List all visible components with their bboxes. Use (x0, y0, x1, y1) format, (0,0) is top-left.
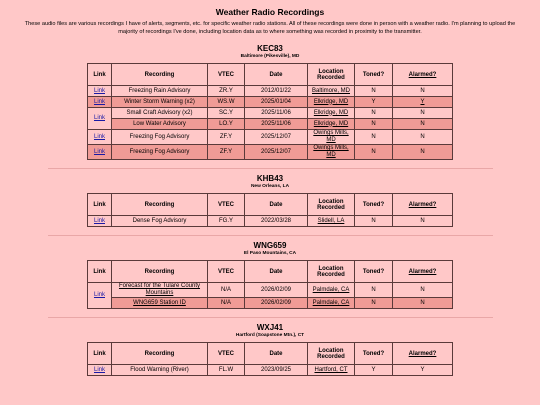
row-location: Elkridge, MD (308, 108, 355, 119)
header-alarmed: Alarmed? (393, 64, 453, 86)
row-link[interactable] (88, 130, 112, 145)
recordings-table-khb43 (87, 193, 453, 227)
row-toned: N (355, 283, 393, 298)
recording-link[interactable]: Link (93, 133, 105, 140)
table-row (88, 130, 453, 145)
row-date: 2025/11/06 (245, 108, 308, 119)
row-vtec: FG.Y (208, 216, 245, 227)
row-link[interactable] (88, 283, 112, 309)
header-recording: Recording (112, 343, 208, 365)
row-recording: Flood Warning (River) (112, 365, 208, 376)
row-location: Elkridge, MD (308, 97, 355, 108)
recording-link[interactable]: Link (93, 148, 105, 155)
recording-link[interactable]: Link (93, 98, 105, 105)
row-recording: WNG659 Station ID (112, 298, 208, 309)
row-toned: N (355, 108, 393, 119)
station-location: New Orleans, LA (250, 184, 290, 189)
row-alarmed: N (393, 145, 453, 160)
intro-text: These audio files are various recordings I have of alerts, segments, etc. for specific weather radio stations. All of these recordings were done in person with a weather radio. I'm planning to upload the majority of recordings I've done, including location data as to where something was recorded in proximity to the transmitter. (24, 21, 516, 35)
station-section-kec83 (0, 44, 540, 160)
row-alarmed: N (393, 119, 453, 130)
row-recording: Low Water Advisory (112, 119, 208, 130)
header-location: Location Recorded (308, 194, 355, 216)
row-alarmed: N (393, 130, 453, 145)
station-location: Baltimore (Pikesville), MD (240, 54, 300, 59)
station-call: KEC83 (257, 44, 283, 53)
header-location: Location Recorded (308, 261, 355, 283)
row-toned: Y (355, 97, 393, 108)
row-link[interactable] (88, 97, 112, 108)
table-row (88, 145, 453, 160)
row-date: 2026/02/09 (245, 298, 308, 309)
header-recording: Recording (112, 261, 208, 283)
station-section-wng659 (0, 235, 540, 309)
row-toned: N (355, 145, 393, 160)
row-location: Slidell, LA (308, 216, 355, 227)
row-vtec: WS.W (208, 97, 245, 108)
recording-link[interactable]: Link (93, 292, 105, 298)
row-toned: N (355, 119, 393, 130)
recording-link[interactable]: Link (93, 87, 105, 94)
header-toned: Toned? (355, 194, 393, 216)
divider (48, 235, 493, 236)
recordings-table-kec83 (87, 63, 453, 160)
station-call: WNG659 (253, 241, 287, 250)
row-toned: N (355, 216, 393, 227)
station-location: Hartford (Soapstone Mtn.), CT (235, 333, 305, 338)
row-vtec: FL.W (208, 365, 245, 376)
row-location: Palmdale, CA (308, 283, 355, 298)
row-link[interactable] (88, 86, 112, 97)
header-vtec: VTEC (208, 194, 245, 216)
row-alarmed: Y (393, 365, 453, 376)
header-link: Link (88, 194, 112, 216)
header-vtec: VTEC (208, 261, 245, 283)
row-recording: Freezing Fog Advisory (112, 145, 208, 160)
station-section-wxj41 (0, 317, 540, 376)
row-alarmed: N (393, 108, 453, 119)
recordings-table-wng659 (87, 260, 453, 309)
row-location: Owings Mills, MD (308, 130, 355, 145)
table-row (88, 298, 453, 309)
row-toned: N (355, 298, 393, 309)
row-date: 2023/09/25 (245, 365, 308, 376)
header-toned: Toned? (355, 64, 393, 86)
row-vtec: ZF.Y (208, 130, 245, 145)
row-vtec: ZR.Y (208, 86, 245, 97)
row-link[interactable] (88, 145, 112, 160)
header-link: Link (88, 261, 112, 283)
row-toned: N (355, 130, 393, 145)
row-date: 2025/01/04 (245, 97, 308, 108)
header-alarmed: Alarmed? (393, 343, 453, 365)
station-call: KHB43 (256, 174, 284, 183)
table-header-row (88, 343, 453, 365)
row-alarmed: N (393, 86, 453, 97)
row-alarmed: N (393, 298, 453, 309)
row-location: Elkridge, MD (308, 119, 355, 130)
row-vtec: ZF.Y (208, 145, 245, 160)
table-header-row (88, 261, 453, 283)
header-location: Location Recorded (308, 343, 355, 365)
row-location: Palmdale, CA (308, 298, 355, 309)
row-date: 2025/11/06 (245, 119, 308, 130)
row-vtec: N/A (208, 298, 245, 309)
header-recording: Recording (112, 64, 208, 86)
row-alarmed: N (393, 216, 453, 227)
row-recording: Winter Storm Warning (x2) (112, 97, 208, 108)
divider (48, 168, 493, 169)
recordings-table-wxj41 (87, 342, 453, 376)
header-recording: Recording (112, 194, 208, 216)
table-row (88, 108, 453, 119)
row-location: Hartford, CT (308, 365, 355, 376)
row-date: 2025/12/07 (245, 130, 308, 145)
row-recording: Small Craft Advisory (x2) (112, 108, 208, 119)
table-row (88, 283, 453, 298)
header-vtec: VTEC (208, 64, 245, 86)
header-date: Date (245, 261, 308, 283)
row-alarmed: Y (393, 97, 453, 108)
header-location: Location Recorded (308, 64, 355, 86)
row-vtec: N/A (208, 283, 245, 298)
station-section-khb43 (0, 168, 540, 227)
row-vtec: LO.Y (208, 119, 245, 130)
header-date: Date (245, 64, 308, 86)
divider (48, 317, 493, 318)
header-link: Link (88, 343, 112, 365)
row-link[interactable] (88, 216, 112, 227)
row-recording: Forecast for the Tulare County Mountains (112, 283, 208, 298)
station-location: El Paso Mountains, CA (243, 251, 297, 256)
table-row (88, 97, 453, 108)
table-row (88, 119, 453, 130)
header-toned: Toned? (355, 261, 393, 283)
row-recording: Freezing Rain Advisory (112, 86, 208, 97)
row-recording: Dense Fog Advisory (112, 216, 208, 227)
header-date: Date (245, 194, 308, 216)
recording-link[interactable]: Link (93, 217, 105, 224)
row-alarmed: N (393, 283, 453, 298)
row-link[interactable] (88, 365, 112, 376)
row-location: Owings Mills, MD (308, 145, 355, 160)
row-vtec: SC.Y (208, 108, 245, 119)
table-row (88, 86, 453, 97)
recording-link[interactable]: Link (93, 366, 105, 373)
header-vtec: VTEC (208, 343, 245, 365)
table-header-row (88, 64, 453, 86)
row-location: Baltimore, MD (308, 86, 355, 97)
header-link: Link (88, 64, 112, 86)
row-recording: Freezing Fog Advisory (112, 130, 208, 145)
header-alarmed: Alarmed? (393, 194, 453, 216)
table-row (88, 365, 453, 376)
page-title: Weather Radio Recordings (215, 7, 325, 17)
recording-link[interactable]: Link (93, 115, 105, 121)
header-date: Date (245, 343, 308, 365)
row-toned: Y (355, 365, 393, 376)
station-call: WXJ41 (256, 323, 284, 332)
row-date: 2022/03/28 (245, 216, 308, 227)
row-link[interactable] (88, 108, 112, 130)
row-toned: N (355, 86, 393, 97)
header-toned: Toned? (355, 343, 393, 365)
header-alarmed: Alarmed? (393, 261, 453, 283)
row-date: 2025/12/07 (245, 145, 308, 160)
row-date: 2026/02/09 (245, 283, 308, 298)
table-header-row (88, 194, 453, 216)
row-date: 2012/01/22 (245, 86, 308, 97)
table-row (88, 216, 453, 227)
